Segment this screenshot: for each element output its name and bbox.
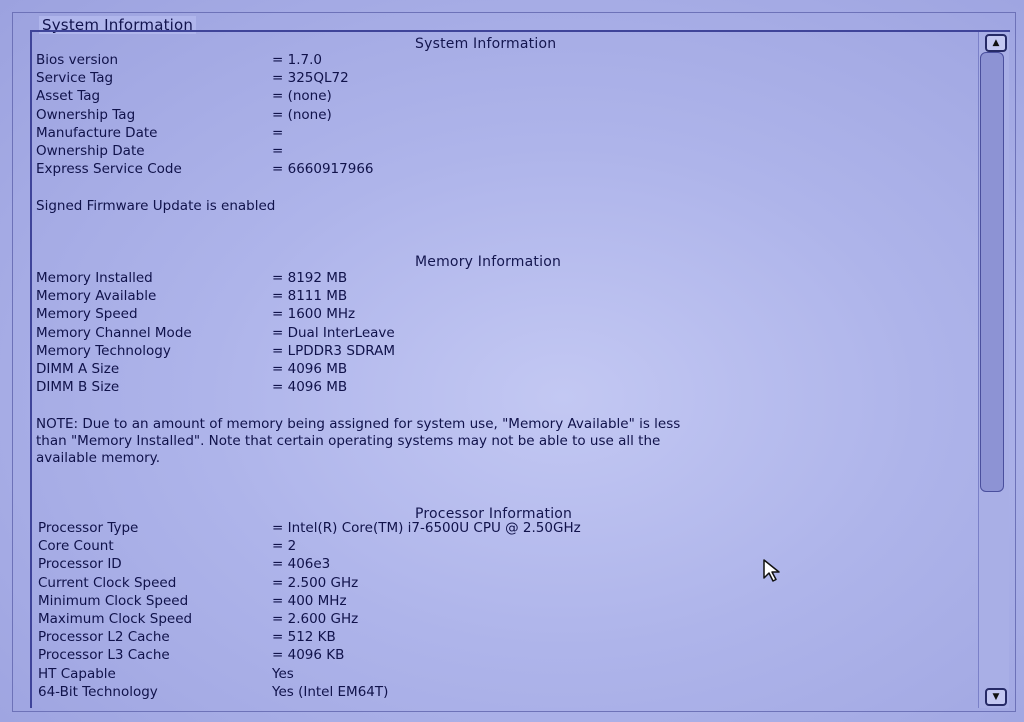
row-value: = Intel(R) Core(TM) i7-6500U CPU @ 2.50GHz [272, 520, 581, 536]
row-value: = (none) [272, 106, 332, 123]
row-label: DIMM A Size [36, 360, 120, 377]
row-value: = LPDDR3 SDRAM [272, 342, 395, 359]
row-label: Service Tag [36, 70, 114, 87]
row-label: Manufacture Date [36, 124, 158, 141]
row-label: Memory Installed [36, 270, 153, 286]
memory-section-title: Memory Information [415, 254, 562, 270]
scroll-up-button[interactable] [985, 34, 1007, 52]
row-value: Yes [272, 665, 294, 682]
row-value: = 8111 MB [272, 288, 348, 305]
row-label: Current Clock Speed [38, 574, 177, 591]
row-label: Core Count [38, 538, 114, 555]
row-value: = (none) [272, 88, 332, 105]
row-value: = 8192 MB [272, 270, 348, 286]
row-value: = 512 KB [272, 629, 336, 646]
row-label: Ownership Date [36, 142, 145, 159]
note-line: NOTE: Due to an amount of memory being assigned for system use, "Memory Available" is less [36, 416, 681, 432]
row-value: = 4096 MB [272, 379, 348, 396]
row-label: Bios version [36, 52, 119, 68]
row-value: = 2.500 GHz [272, 574, 359, 591]
row-label: Memory Available [36, 288, 157, 305]
note-line: available memory. [36, 450, 160, 466]
row-label: Processor ID [38, 556, 122, 573]
row-value: = 2 [272, 538, 297, 555]
scroll-down-arrow-icon: ▼ [992, 692, 1000, 702]
row-value: = 2.600 GHz [272, 610, 359, 627]
groupbox-title: System Information [39, 16, 196, 34]
scrollbar-thumb[interactable] [980, 52, 1004, 492]
row-label: Memory Speed [36, 306, 138, 323]
row-value: = 325QL72 [272, 70, 349, 87]
row-value: = [272, 142, 284, 159]
row-label: Processor L2 Cache [38, 629, 170, 646]
row-value: = 4096 KB [272, 647, 345, 664]
row-label: Express Service Code [36, 161, 182, 178]
row-label: 64-Bit Technology [38, 683, 158, 700]
row-value: = 6660917966 [272, 161, 374, 178]
row-label: Memory Channel Mode [36, 324, 192, 341]
row-value: = 400 MHz [272, 592, 347, 609]
row-label: Asset Tag [36, 88, 101, 105]
row-value: = 4096 MB [272, 360, 348, 377]
system-section-title: System Information [415, 36, 557, 52]
row-label: Processor L3 Cache [38, 647, 170, 664]
row-label: Ownership Tag [36, 106, 136, 123]
row-value: = 1.7.0 [272, 52, 322, 68]
row-value: = [272, 124, 284, 141]
row-value: Yes (Intel EM64T) [272, 683, 389, 700]
row-label: Memory Technology [36, 342, 171, 359]
mouse-pointer-icon [762, 558, 784, 584]
scroll-down-button[interactable] [985, 688, 1007, 706]
memory-note [36, 416, 866, 467]
row-value: = 1600 MHz [272, 306, 356, 323]
firmware-status-text: Signed Firmware Update is enabled [36, 198, 276, 214]
row-label: Maximum Clock Speed [38, 610, 193, 627]
processor-section-title: Processor Information [415, 506, 573, 522]
row-label: Minimum Clock Speed [38, 592, 189, 609]
row-label: HT Capable [38, 665, 116, 682]
row-value: = Dual InterLeave [272, 324, 395, 341]
note-line: than "Memory Installed". Note that certain operating systems may not be able to use all the [36, 433, 661, 449]
scroll-up-arrow-icon: ▲ [992, 38, 1000, 48]
row-value: = 406e3 [272, 556, 331, 573]
row-label: Processor Type [38, 520, 139, 536]
row-label: DIMM B Size [36, 379, 120, 396]
